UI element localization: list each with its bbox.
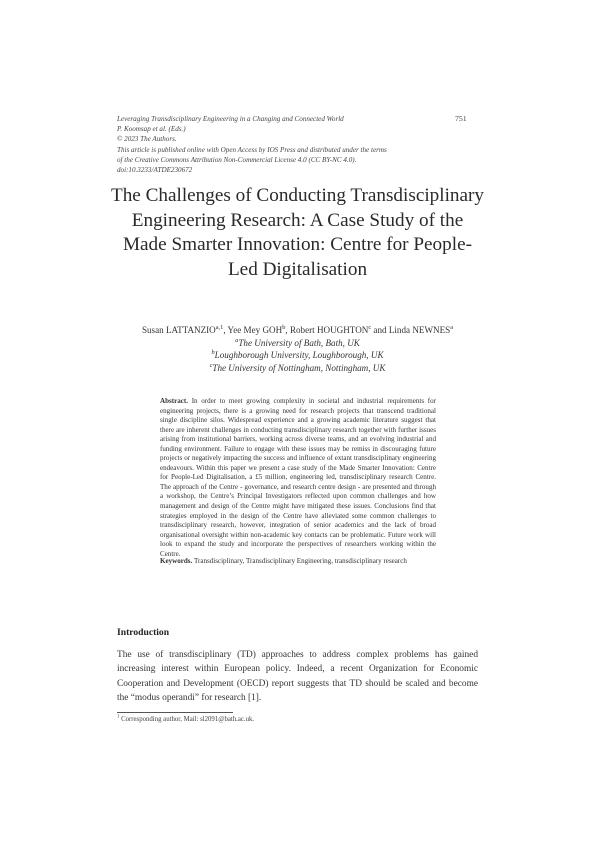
keywords-label: Keywords. — [160, 557, 193, 565]
affiliation: $^a$The University of Bath, Bath, UK — [235, 336, 360, 348]
affiliation: $^b$Loughborough University, Loughborough, UK — [211, 349, 384, 361]
keywords-text: Transdisciplinary, Transdisciplinary Engineering, transdisciplinary research — [193, 557, 407, 565]
body-paragraph: The use of transdisciplinary (TD) approaches to address complex problems has gained increasing interest within European policy. Indeed, a recent Organization for Economic Cooperation and Development (OECD) report suggests that TD should be scaled and become the “modus operandi” for research [1]. — [117, 650, 478, 704]
header-line: This article is published online with Open Access by IOS Press and distributed under the terms — [117, 145, 387, 154]
doi-line: doi:10.3233/ATDE230672 — [117, 166, 193, 175]
header-line: Leveraging Transdisciplinary Engineering in a Changing and Connected World — [117, 115, 344, 123]
author-list: Susan LATTANZIO$^{a,1}$, Yee Mey GOH$^b$, Robert HOUGHTON$^c$ and Linda NEWNES$^a$ — [141, 323, 454, 335]
header-line: of the Creative Commons Attribution Non-Commercial License 4.0 (CC BY-NC 4.0). — [117, 155, 357, 164]
affiliation-list — [100, 337, 495, 374]
header-line: © 2023 The Authors. — [117, 135, 177, 144]
paper-title: The Challenges of Conducting Transdisciplinary Engineering Research: A Case Study of the Made Smarter Innovation: Centre for People-Led Digitalisation — [110, 185, 485, 280]
page-number: 751 — [455, 114, 467, 123]
footnote — [117, 715, 478, 724]
author-affiliation-mark: c — [368, 323, 372, 331]
author-affiliation-mark: b — [282, 323, 286, 331]
publication-header — [117, 114, 447, 175]
author-name: Linda NEWNES — [388, 325, 451, 335]
section-heading-introduction: Introduction — [117, 627, 170, 638]
author-affiliation-mark: a,1 — [215, 323, 224, 331]
abstract-text: In order to meet growing complexity in societal and industrial requirements for engineering projects, there is a growing need for research projects that transcend traditional single discipline silos. Widespread experience and a growing academic literature suggest that there are inherent challenges in conducting transdisciplinary research together with further issues arising from institutional barriers, working across diverse teams, and an evolving industrial and funding environment. Failure to engage with these issues may be remiss in discouraging future projects or negatively impacting the success and influence of extant transdisciplinary engineering endeavours. Within this paper we present a case study of the Made Smarter Innovation: Centre for People-Led Digitalisation, a £5 million, engineering led, transdisciplinary research Centre. The approach of the Centre - governance, and research centre design - are presented and through a workshop, the Centre’s Principal Investigators reflected upon common challenges and how management and design of the Centre might have mitigated these issues. Conclusions find that strategies employed in the design of the Centre have alleviated some common challenges to transdisciplinary research, however, integration of senior academics and the lack of broad organisational oversight within non-academic key contacts can be problematic. Future work will look to expand the study and incorporate the perspectives of researchers working within the Centre. — [160, 397, 436, 558]
keywords — [160, 557, 436, 567]
abstract — [160, 397, 436, 559]
footnote-divider — [117, 712, 233, 713]
header-line: P. Koomsap et al. (Eds.) — [117, 125, 186, 134]
author-name: Susan LATTANZIO — [141, 325, 216, 335]
affiliation: $^c$The University of Nottingham, Nottingham, UK — [209, 361, 386, 373]
footnote-text: Corresponding author, Mail: sl2091@bath.ac.uk. — [121, 716, 255, 723]
author-name: Yee Mey GOH — [227, 325, 283, 335]
footnote-mark: 1 — [117, 714, 120, 720]
abstract-label: Abstract. — [160, 397, 188, 405]
author-name: Robert HOUGHTON — [289, 325, 369, 335]
author-affiliation-mark: a — [450, 323, 454, 331]
